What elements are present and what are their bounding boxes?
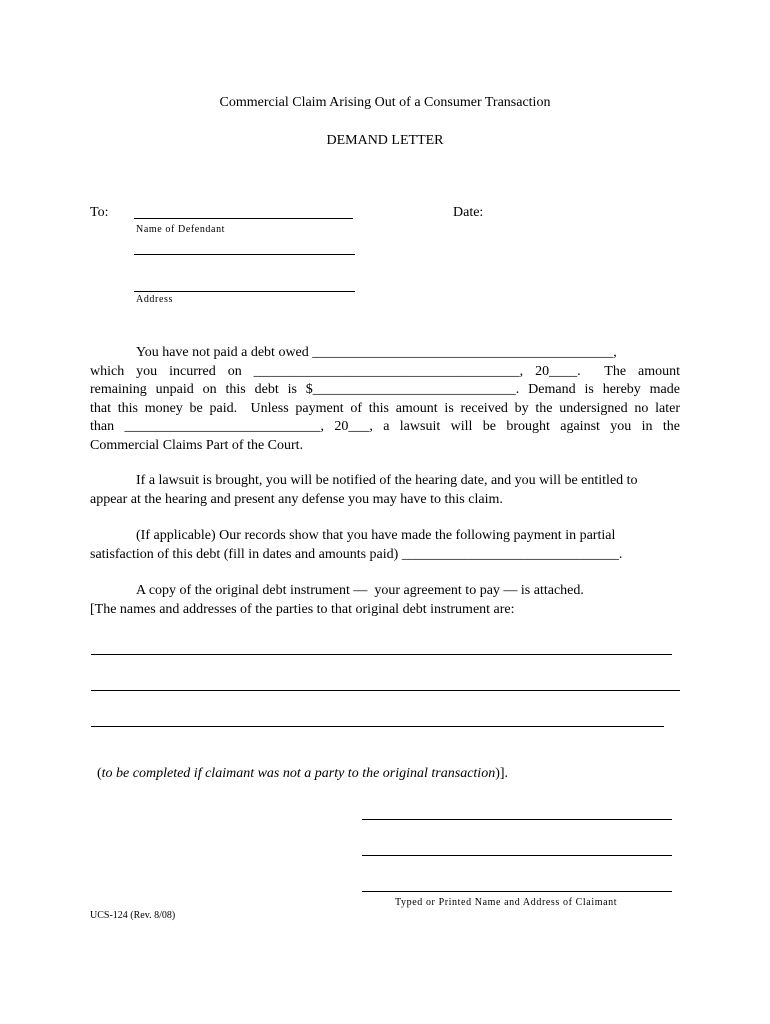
paragraph-line: which you incurred on ______________________________________, 20____. The amount (90, 363, 680, 379)
paragraph-line: Commercial Claims Part of the Court. (90, 437, 304, 453)
paragraph-line: You have not paid a debt owed ___________________________________________, (136, 345, 617, 360)
signature-caption: Typed or Printed Name and Address of Claimant (395, 897, 618, 908)
parties-line-3[interactable] (91, 726, 664, 727)
paragraph-line: than ____________________________, 20___, a lawsuit will be brought against you in the (90, 419, 680, 434)
paragraph-lawsuit (90, 472, 680, 509)
paragraph-line: satisfaction of this debt (fill in dates and amounts paid) _______________________________. (90, 546, 623, 562)
paragraph-line: remaining unpaid on this debt is $_____________________________. Demand is hereby made (90, 382, 680, 397)
paragraph-line: A copy of the original debt instrument — your agreement to pay — is attached. (136, 583, 584, 598)
signature-line-2[interactable] (362, 855, 672, 856)
address-line-2[interactable] (134, 291, 355, 292)
claimant-note (90, 747, 508, 783)
page-title: DEMAND LETTER (326, 133, 444, 148)
note-open: ( (97, 766, 102, 781)
paragraph-line: that this money be paid. Unless payment of this amount is received by the undersigned no later (90, 400, 680, 416)
paragraph-payments (90, 527, 680, 564)
form-subtitle: Commercial Claim Arising Out of a Consumer Transaction (219, 95, 551, 110)
signature-line-1[interactable] (362, 819, 672, 820)
date-label: Date: (453, 205, 484, 220)
defendant-caption: Name of Defendant (136, 224, 226, 235)
form-id: UCS-124 (Rev. 8/08) (90, 910, 176, 921)
to-label: To: (90, 205, 109, 220)
address-line-1[interactable] (134, 254, 355, 255)
parties-line-2[interactable] (91, 690, 680, 691)
paragraph-debt-instrument (90, 582, 680, 619)
paragraph-line: appear at the hearing and present any defense you may have to this claim. (90, 491, 503, 507)
paragraph-line: [The names and addresses of the parties to that original debt instrument are: (90, 601, 515, 617)
signature-line-3[interactable] (362, 891, 672, 892)
note-close: )]. (495, 766, 509, 781)
paragraph-demand (90, 344, 680, 455)
defendant-name-line[interactable] (134, 218, 353, 219)
parties-line-1[interactable] (91, 654, 672, 655)
note-italic: to be completed if claimant was not a party to the original transaction (101, 766, 496, 781)
address-caption: Address (136, 294, 173, 305)
paragraph-line: (If applicable) Our records show that you have made the following payment in partial (136, 528, 616, 543)
paragraph-line: If a lawsuit is brought, you will be notified of the hearing date, and you will be entitled to (136, 473, 638, 488)
